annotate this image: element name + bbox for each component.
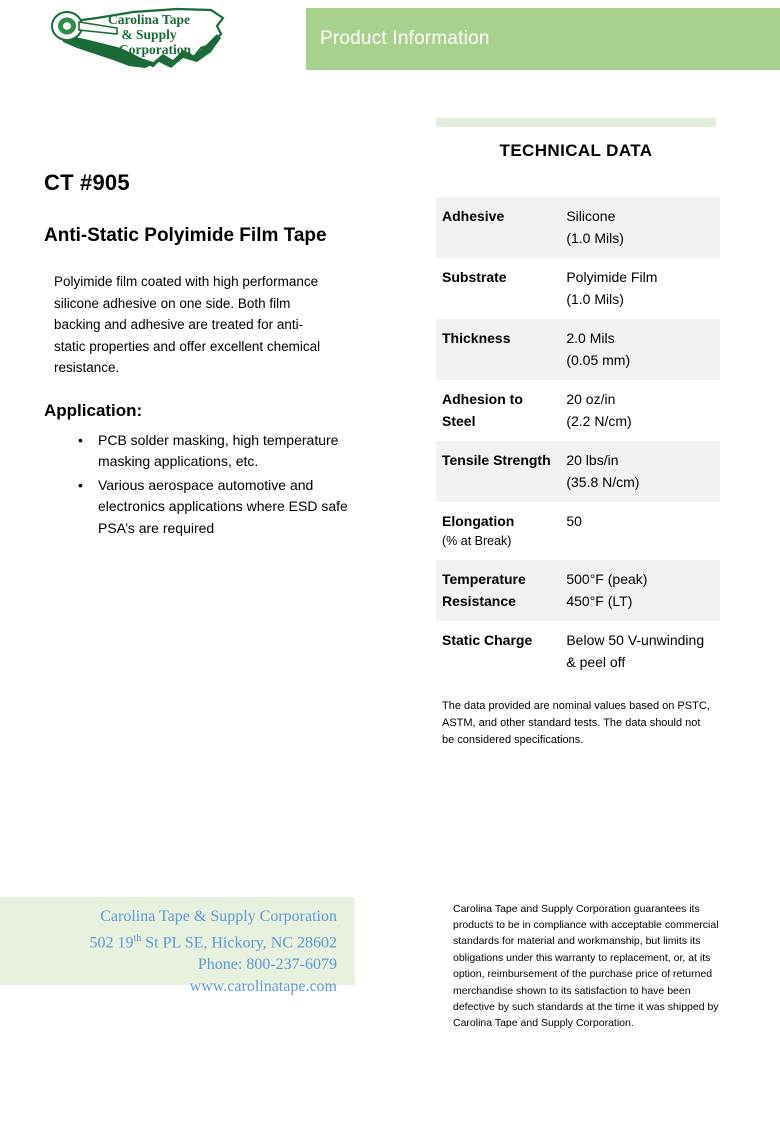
table-row	[436, 441, 720, 502]
product-code: CT #905	[44, 170, 130, 195]
specifications-table-body	[436, 197, 720, 682]
bullet-icon: •	[78, 431, 83, 448]
carolina-tape-supply-logo	[45, 4, 235, 80]
application-heading: Application:	[44, 400, 143, 420]
technical-data-heading: TECHNICAL DATA	[499, 141, 653, 160]
logo-line-1: Carolina Tape	[108, 12, 190, 27]
spec-label: Tensile Strength	[442, 452, 551, 468]
spec-label: Adhesion to Steel	[442, 391, 523, 429]
banner-title: Product Information	[320, 28, 490, 49]
table-row	[436, 197, 720, 258]
spec-label: Elongation (% at Break)	[436, 502, 560, 560]
footer-contact-panel	[0, 897, 355, 996]
table-row	[436, 502, 720, 560]
spec-value: 20 lbs/in (35.8 N/cm)	[566, 452, 640, 490]
logo-artwork	[45, 4, 235, 80]
footer-contact-lines	[0, 897, 355, 998]
product-information-banner	[306, 8, 780, 70]
technical-data-accent-bar	[436, 118, 716, 127]
spec-label: Static Charge	[442, 632, 533, 648]
list-item	[78, 430, 378, 473]
table-row	[436, 258, 720, 319]
footer-address-ordinal: th	[133, 933, 142, 944]
spec-value: Below 50 V-unwinding & peel off	[566, 632, 705, 670]
technical-data-column	[436, 118, 722, 749]
technical-data-note: The data provided are nominal values based on PSTC, ASTM, and other standard tests. The data should not be considered specifications.	[442, 700, 710, 746]
table-row	[436, 560, 720, 621]
spec-label: Adhesive	[442, 208, 505, 224]
spec-value: 500°F (peak) 450°F (LT)	[566, 571, 648, 609]
spec-value: 2.0 Mils (0.05 mm)	[566, 330, 631, 368]
logo-line-2: & Supply	[121, 27, 177, 42]
application-list	[0, 430, 378, 540]
footer-website[interactable]: www.carolinatape.com	[189, 978, 337, 996]
application-text: Various aerospace automotive and electronics applications where ESD safe PSA’s are required	[98, 476, 348, 536]
table-row	[436, 319, 720, 380]
bullet-icon: •	[78, 476, 83, 493]
spec-label: Substrate	[442, 269, 507, 285]
specifications-table	[436, 197, 720, 682]
spec-value: Silicone (1.0 Mils)	[566, 208, 624, 246]
footer-company-name: Carolina Tape & Supply Corporation	[100, 908, 337, 925]
spec-value: 20 oz/in (2.2 N/cm)	[566, 391, 632, 429]
footer-warranty-text: Carolina Tape and Supply Corporation guarantees its products to be in compliance with acceptable commercial standards for material and workmanship, but limits its obligations under this warranty to replacement, or, at its option, reimbursement of the purchase price of returned merchandise shown to its satisfaction to have been defective by such standards at the time it was shipped by Carolina Tape and Supply Corporation.	[453, 902, 719, 1030]
footer-address	[0, 928, 337, 954]
table-row	[436, 380, 720, 441]
application-text: PCB solder masking, high temperature masking applications, etc.	[98, 431, 339, 469]
spec-value: Polyimide Film (1.0 Mils)	[566, 269, 658, 307]
logo-line-3: Corporation	[119, 42, 191, 57]
list-item	[78, 475, 378, 540]
product-overview-column	[0, 170, 400, 541]
spec-value: 50	[566, 513, 582, 529]
table-row	[436, 621, 720, 682]
spec-label: Thickness	[442, 330, 511, 346]
footer-address-prefix: 502 19	[89, 934, 134, 952]
spec-label: Temperature Resistance	[442, 571, 526, 609]
footer-address-suffix: St PL SE, Hickory, NC 28602	[141, 934, 337, 952]
product-name: Anti-Static Polyimide Film Tape	[44, 225, 327, 246]
product-description: Polyimide film coated with high performance silicone adhesive on one side. Both film backing and adhesive are treated for anti-static properties and offer excellent chemical resistance.	[54, 274, 321, 375]
spec-sublabel: (% at Break)	[442, 534, 512, 548]
footer-phone: Phone: 800-237-6079	[197, 956, 337, 974]
page-header	[0, 0, 780, 90]
